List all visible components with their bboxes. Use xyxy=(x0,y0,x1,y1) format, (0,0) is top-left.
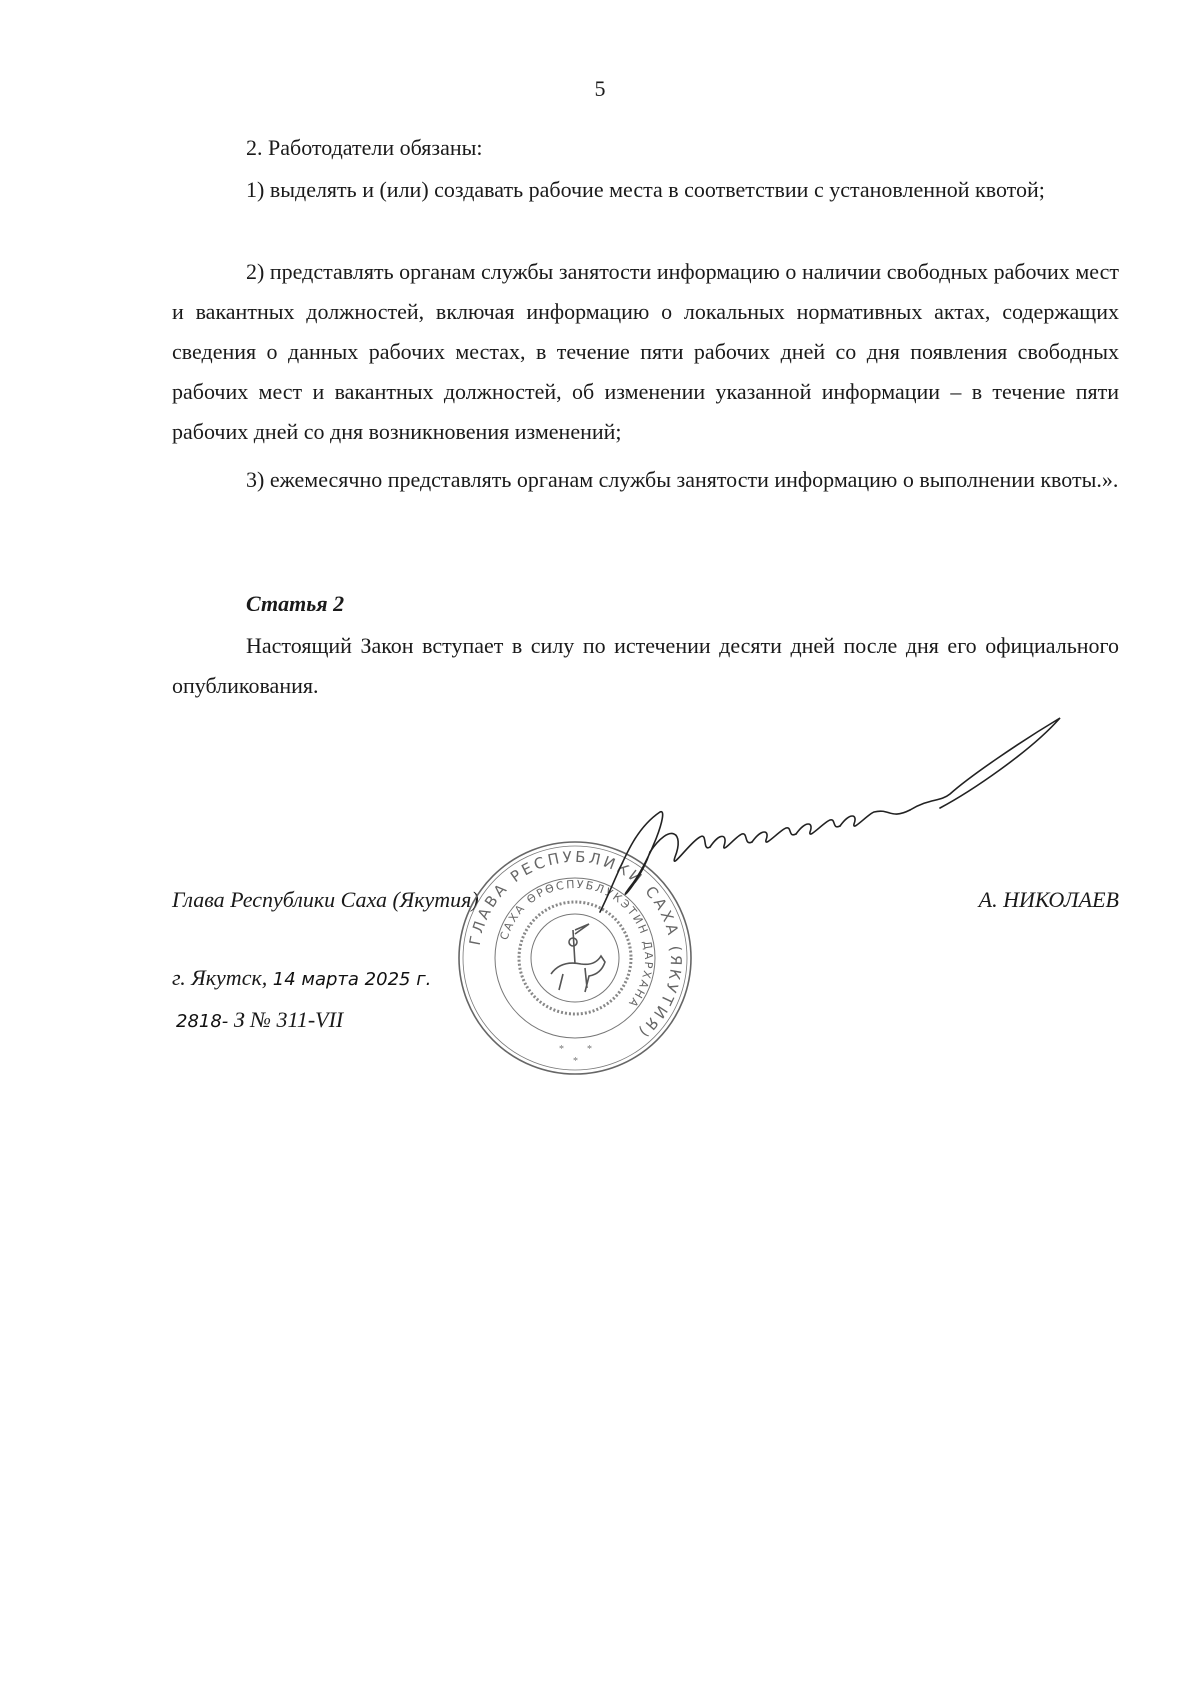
seal-outer-text: ГЛАВА РЕСПУБЛИКИ САХА (ЯКУТИЯ) xyxy=(465,847,686,1043)
article-2-text: Настоящий Закон вступает в силу по истечении десяти дней после дня его официального опубликования. xyxy=(172,633,1119,698)
signatory-title: Глава Республики Саха (Якутия) xyxy=(172,887,479,912)
seal-emblem-icon xyxy=(551,924,605,992)
paragraph-item-2: 2) представлять органам службы занятости информацию о наличии свободных рабочих мест и вакантных должностей, включая информацию о локальных нормативных актах, содержащих сведения о данных рабочих местах, в течение пяти рабочих дней со дня появления свободных рабочих мест и вакантных должностей, об изменении указанной информации – в течение пяти рабочих дней со дня возникновения изменений; xyxy=(172,259,1119,444)
paragraph-item-1: 1) выделять и (или) создавать рабочие места в соответствии с установленной квотой; xyxy=(246,177,1045,202)
paragraph-intro: 2. Работодатели обязаны: xyxy=(246,135,483,160)
law-number-line xyxy=(176,1000,343,1042)
page-number: 5 xyxy=(594,76,606,101)
svg-text:*: * xyxy=(587,1044,592,1055)
svg-text:*: * xyxy=(573,1056,578,1067)
article-2-heading: Статья 2 xyxy=(246,591,345,616)
seal-inner-text: САХА ӨРӨСПУБЛУКЭТИН ДАРХАНА xyxy=(497,877,656,1011)
place-label: г. Якутск, xyxy=(172,965,268,990)
signatory-name: А. НИКОЛАЕВ xyxy=(978,887,1119,912)
law-number: З № 311-VII xyxy=(233,1007,344,1032)
svg-text:*: * xyxy=(559,1044,564,1055)
paragraph-item-3: 3) ежемесячно представлять органам службы занятости информацию о выполнении квоты.». xyxy=(246,467,1119,492)
handwritten-number: 2818- xyxy=(176,1011,229,1032)
place-date-line xyxy=(172,958,431,1000)
handwritten-date: 14 марта 2025 г. xyxy=(272,969,432,990)
handwritten-signature xyxy=(590,712,1070,932)
